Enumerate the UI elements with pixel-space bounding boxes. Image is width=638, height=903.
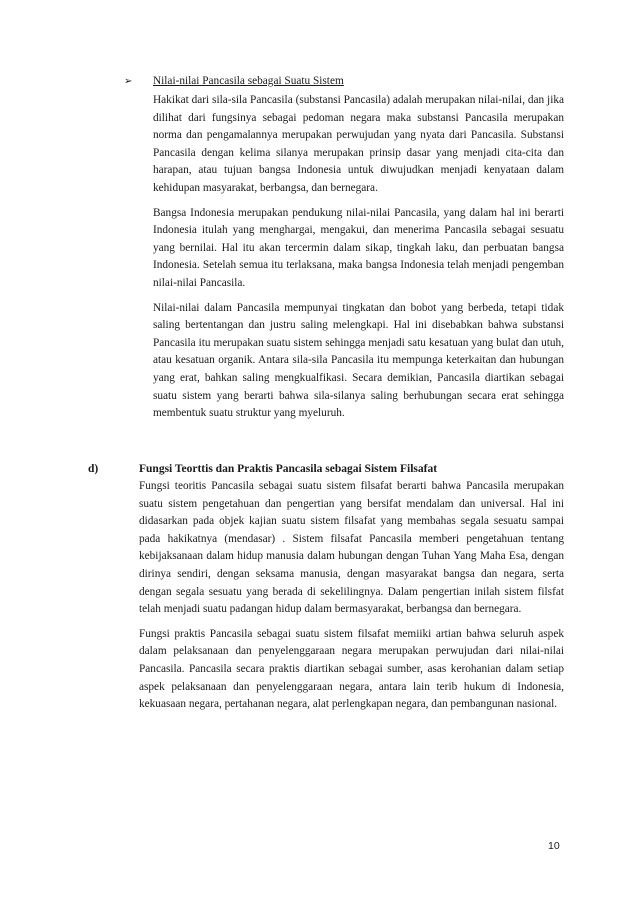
- bullet-block: [124, 74, 564, 430]
- arrow-bullet-icon: ➢: [124, 76, 133, 87]
- page-number: 10: [548, 840, 560, 852]
- paragraph: Fungsi praktis Pancasila sebagai suatu sistem filsafat memiiki artian bahwa seluruh aspek dalam pelaksanaan dan penyelenggaraan negara merupakan perwujudan dari nilai-nilai Pancasila. Pancasila secara praktis diartikan sebagai sumber, asas kerohanian dalam setiap aspek pelaksanaan dan penyelenggaraan negara, antara lain terib hukum di Indonesia, kekuasaan negara, pertahanan negara, alat perlengkapan negara, dan pembangunan nasional.: [139, 627, 564, 711]
- section-d: [88, 461, 564, 721]
- section-heading: [88, 461, 564, 477]
- bullet-heading-text: Nilai-nilai Pancasila sebagai Suatu Sistem: [153, 75, 344, 87]
- section-marker: d): [88, 463, 99, 475]
- paragraph: Hakikat dari sila-sila Pancasila (substansi Pancasila) adalah merupakan nilai-nilai, dan jika dilihat dari fungsinya sebagai pedoman negara maka substansi Pancasila merupakan norma dan pengamalannya merupakan perwujudan yang nyata dari Pancasila. Substansi Pancasila dengan kelima silanya merupakan prinsip dasar yang menjadi cita-cita dan harapan, atau tujuan bangsa Indonesia untuk diwujudkan menjadi kenyataan dalam kehidupan masyarakat, berbangsa, dan bernegara.: [153, 94, 564, 194]
- section-heading-text: Fungsi Teorttis dan Praktis Pancasila sebagai Sistem Filsafat: [139, 463, 438, 475]
- bullet-body: [153, 92, 564, 423]
- section-body: [139, 478, 564, 714]
- bullet-heading: [124, 74, 564, 89]
- paragraph: Nilai-nilai dalam Pancasila mempunyai tingkatan dan bobot yang berbeda, tetapi tidak saling bertentangan dan justru saling melengkapi. Hal ini disebabkan bahwa substansi Pancasila itu merupakan suatu sistem sehingga menjadi satu kesatuan yang bulat dan utuh, atau kesatuan organik. Antara sila-sila Pancasila itu mempunga keterkaitan dan hubungan yang erat, bahkan saling mengkualfikasi. Secara demikian, Pancasila diartikan sebagai suatu sistem yang berarti bahwa sila-silanya saling berhubungan secara erat sehingga membentuk suatu struktur yang myeluruh.: [153, 301, 564, 420]
- paragraph: Bangsa Indonesia merupakan pendukung nilai-nilai Pancasila, yang dalam hal ini berarti Indonesia itulah yang menghargai, mengakui, dan menerima Pancasila sebagai sesuatu yang bernilai. Hal itu akan tercermin dalam sikap, tingkah laku, dan perbuatan bangsa Indonesia. Setelah semua itu terlaksana, maka bangsa Indonesia telah menjadi pengemban nilai-nilai Pancasila.: [153, 206, 564, 289]
- paragraph: Fungsi teoritis Pancasila sebagai suatu sistem filsafat berarti bahwa Pancasila merupakan suatu sistem pengetahuan dan pengertian yang bersifat mendalam dan universal. Hal ini didasarkan pada objek kajian suatu sistem filsafat yang membahas segala sesuatu sampai pada hakikatnya (mendasar) . Sistem filsafat Pancasila memberi pengetahuan tentang kebijaksanaan dalam hidup manusia dalam hubungan dengan Tuhan Yang Maha Esa, dengan dirinya sendiri, dengan seksama manusia, dengan masyarakat bangsa dan negara, serta dengan segala sesuatu yang berada di sekelilingnya. Dalam pengertian inilah sistem filsfat telah menjadi suatu padangan hidup dalam bermasyarakat, berbangsa dan bernegara.: [139, 480, 564, 616]
